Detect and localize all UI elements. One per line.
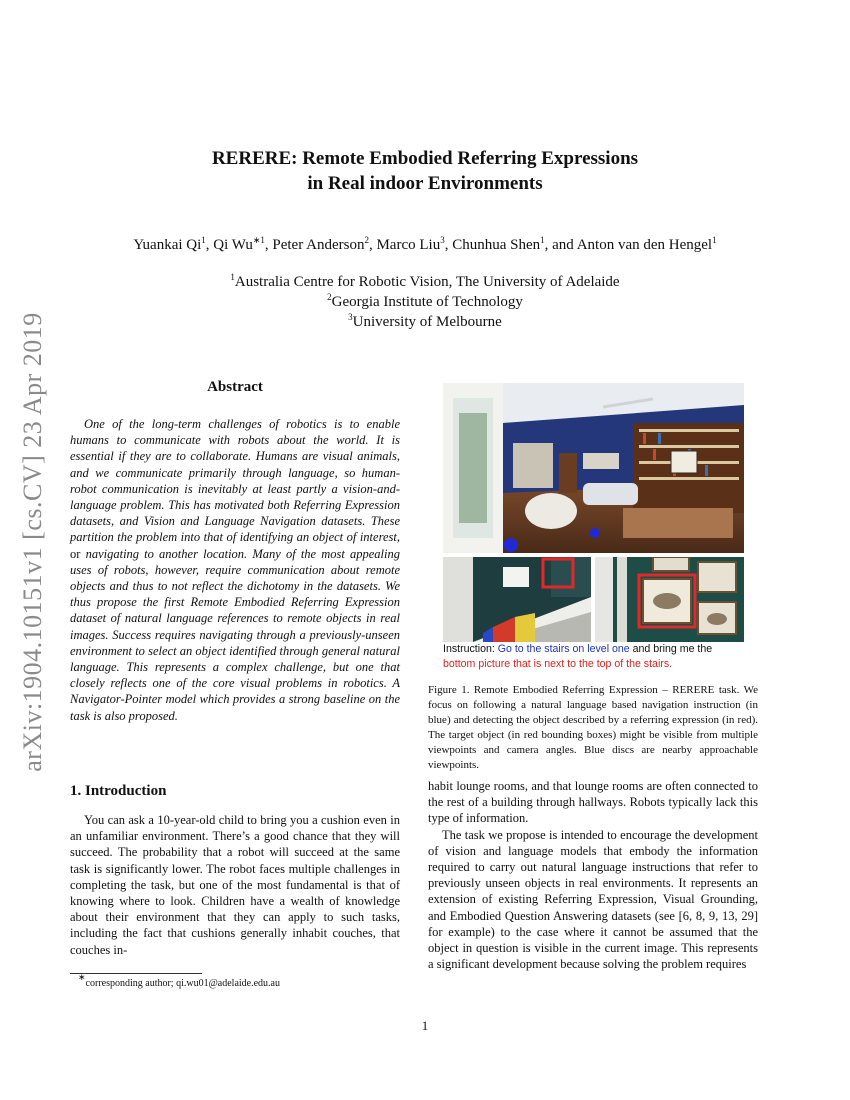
referring-expression: bottom picture that is next to the top of the stairs.: [443, 658, 673, 670]
paper-title-line2: in Real indoor Environments: [307, 173, 543, 194]
paragraph: The task we propose is intended to encourage the development of vision and language models that embody the information required to carry out natural language instructions that refer to previously unseen objects in real environments. It represents an extension of existing Referring Expression, Visual Grounding, and Embodied Question Answering datasets (see [6, 8, 9, 13, 29] for example) to the case where it cannot be assumed that the object in question is visible in the current image. This represents a significant development because solving the problem requires: [428, 827, 758, 972]
arxiv-sidebar: [10, 292, 56, 792]
affiliation: $^2$Georgia Institute of Technology: [327, 292, 523, 310]
figure-photo-living-room: [443, 383, 744, 553]
figure-instruction: Instruction: Go to the stairs on level one and bring me the bottom picture that is next to the top of the stairs.: [443, 643, 713, 670]
affiliation: $^3$University of Melbourne: [348, 312, 502, 330]
footnote: ∗corresponding author; qi.wu01@adelaide.edu.au: [78, 972, 280, 989]
figure-photo-stairs: [443, 557, 591, 642]
introduction-paragraph: You can ask a 10-year-old child to bring you a cushion even in an unfamiliar environment. There’s a good chance that they will succeed. The probability that a robot will succeed at the same task is significantly lower. The robot faces multiple challenges in completing the task, but one of the most fundamental is that of knowing where to look. Children have a wealth of knowledge about their environment that they can apply to such tasks, including the fact that cushions generally inhabit couches, that couches in-: [70, 813, 400, 957]
author: Peter Anderson$^2$,: [272, 235, 377, 253]
footnote-rule: [70, 973, 202, 974]
author: Anton van den Hengel$^1$: [576, 235, 717, 253]
author: Qi $Wu^{∗1}$,: [213, 235, 273, 253]
author: Marco Liu$^3$,: [376, 235, 453, 253]
page-number: 1: [421, 1018, 429, 1033]
section-heading-introduction: 1. Introduction: [70, 783, 167, 799]
paragraph: habit lounge rooms, and that lounge rooms are often connected to the rest of a building through hallways. Robots typically lack this type of information.: [428, 779, 758, 826]
affiliation-list: [120, 272, 730, 332]
author: Chunhua Shen$^1$, and: [452, 235, 577, 253]
arxiv-identifier: arXiv:1904.10151v1 [cs.CV] 23 Apr 2019: [18, 312, 47, 772]
abstract-heading: Abstract: [207, 379, 263, 395]
abstract-body: One of the long-term challenges of robotics is to enable humans to communicate with robots about the world. It is essential if they are to collaborate. Humans are visual animals, and we communicate primarily through language, so human-robot communication is inevitably at least partly a vision-and-language problem. This has motivated both Referring Expression datasets, and Vision and Language Navigation datasets. These partition the problem into that of identifying an object of interest, or navigating to another location. Many of the most appealing uses of robots, however, require communication about remote objects and thus to not reflect the dichotomy in the datasets. We thus propose the first Remote Embodied Referring Expression dataset of natural language references to remote objects in real images. Success requires navigating through a previously-unseen environment to select an object identified through general natural language. This represents a complex challenge, but one that closely reflects one of the core visual problems in robotics. A Navigator-Pointer model which provides a strong baseline on the task is also proposed.: [70, 417, 400, 723]
figure-caption: Figure 1. Remote Embodied Referring Expression – RERERE task. We focus on following a natural language based navigation instruction (in blue) and detecting the object described by a referring expression (in red). The target object (in red bounding boxes) might be visible from multiple viewpoints and camera angles. Blue discs are nearby approachable viewpoints.: [428, 684, 758, 771]
author: Yuankai Qi$^1$,: [133, 235, 214, 253]
paper-title: [120, 146, 730, 196]
affiliation: $^1$Australia Centre for Robotic Vision, The University of Adelaide: [230, 272, 620, 290]
paper-title-line1: RERERE: Remote Embodied Referring Expressions: [211, 148, 639, 169]
author-list: [70, 237, 780, 254]
navigation-instruction: Go to the stairs on level one: [497, 643, 630, 655]
figure-photo-pictures: [595, 557, 744, 642]
right-column-text: [428, 778, 758, 972]
